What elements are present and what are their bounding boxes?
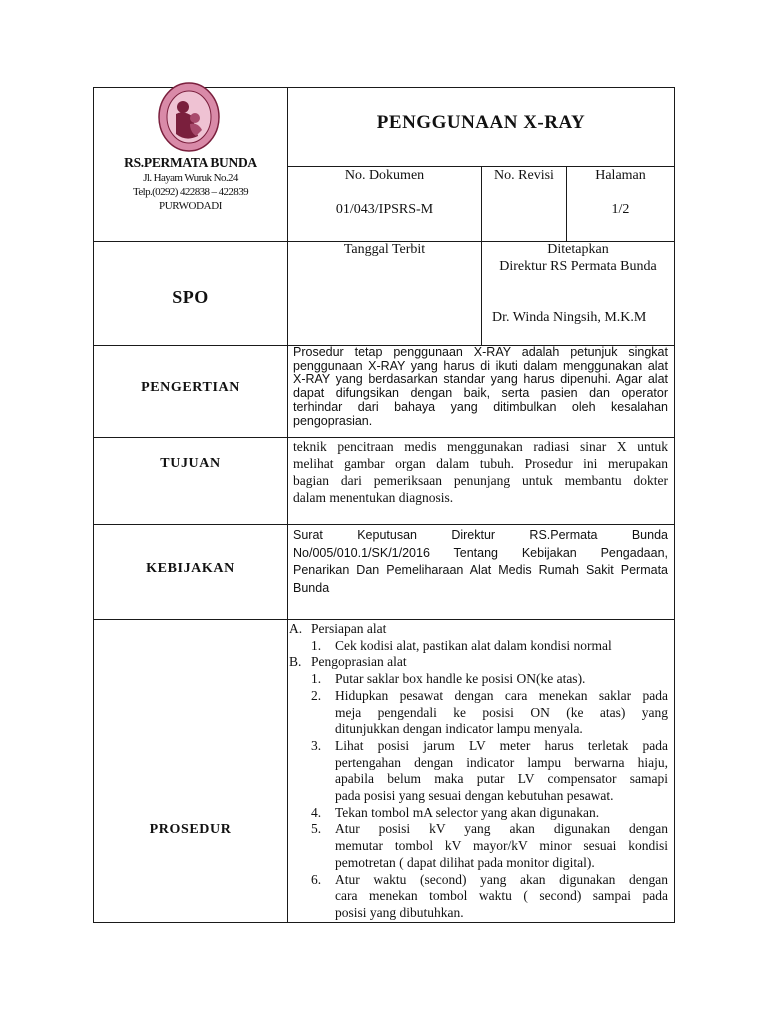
tujuan-line: teknik pencitraan medis menggunakan radiasi sinar X untuk <box>293 439 668 454</box>
doc-number-label: No. Dokumen <box>344 168 425 183</box>
kebijakan-line: No/005/010.1/SK/1/2016 Tentang Kebijakan Pengadaan, <box>293 545 668 560</box>
prosedur-step <box>288 872 674 922</box>
step-line: pada posisi yang sesuai dengan kebutuhan pesawat. <box>335 788 614 804</box>
tujuan-line: dalam menentukan diagnosis. <box>293 490 454 505</box>
step-line: Putar saklar box handle ke posisi ON(ke atas). <box>335 671 586 687</box>
prosedur-label: PROSEDUR <box>149 822 232 837</box>
step-line: apabila belum maka putar LV compensator samapi <box>335 771 668 787</box>
tujuan-line: melihat gambar organ dalam tubuh. Prosedur ini merupakan <box>293 456 668 471</box>
list-marker: 4. <box>311 804 322 820</box>
step-line: cara menekan tombol waktu ( second) sampai pada <box>335 888 668 904</box>
prosedur-section-b <box>288 654 674 671</box>
kebijakan-line: Surat Keputusan Direktur RS.Permata Bunda <box>293 528 668 542</box>
hospital-phone: Telp.(0292) 422838 – 422839 <box>132 186 249 198</box>
doc-number-value: 01/043/IPSRS-M <box>335 202 434 217</box>
prosedur-step <box>288 821 674 871</box>
list-marker: 3. <box>311 737 322 753</box>
hospital-name: RS.PERMATA BUNDA <box>124 155 257 170</box>
prosedur-section-a <box>288 621 674 638</box>
list-marker: 2. <box>311 687 322 703</box>
pengertian-line: Prosedur tetap penggunaan X-RAY adalah petunjuk singkat <box>293 345 668 359</box>
tujuan-text <box>293 438 668 506</box>
step-line: Hidupkan pesawat dengan cara menekan saklar pada <box>335 687 668 703</box>
page-value: 1/2 <box>611 202 630 217</box>
list-marker: A. <box>289 621 303 636</box>
list-item-title: Persiapan alat <box>311 621 387 636</box>
kebijakan-line: Bunda <box>293 580 330 595</box>
list-item-title: Pengoprasian alat <box>311 654 407 670</box>
prosedur-step <box>288 688 674 738</box>
page-label: Halaman <box>595 168 646 183</box>
pengertian-label: PENGERTIAN <box>141 380 240 395</box>
pengertian-text <box>293 346 668 428</box>
list-marker: B. <box>289 654 302 670</box>
set-by-role: Direktur RS Permata Bunda <box>499 259 657 274</box>
hospital-city: PURWODADI <box>158 200 222 212</box>
list-marker: 5. <box>311 821 322 837</box>
step-line: Atur waktu (second) yang akan digunakan dengan <box>335 871 668 887</box>
tujuan-line: bagian dari pemeriksaan penunjang untuk membantu dokter <box>293 473 668 488</box>
prosedur-a1 <box>288 638 674 655</box>
hospital-address: Jl. Hayam Wuruk No.24 <box>143 172 238 184</box>
step-line: Lihat posisi jarum LV meter harus terletak pada <box>335 737 668 753</box>
list-marker: 1. <box>311 637 322 653</box>
kebijakan-line: Penarikan Dan Pemeliharaan Alat Medis Rumah Sakit Permata <box>293 563 668 577</box>
document-title: PENGGUNAAN X-RAY <box>376 112 586 133</box>
step-line: ditunjukkan dengan indicator lampu menyala. <box>335 721 583 737</box>
pengertian-line: dapat difungsikan dengan baik, serta pasien dan operator <box>293 386 668 401</box>
step-line: Atur posisi kV yang akan digunakan dengan <box>335 821 668 837</box>
tujuan-label: TUJUAN <box>160 456 221 471</box>
revision-label: No. Revisi <box>494 168 554 183</box>
list-marker: 1. <box>311 671 322 687</box>
spo-label: SPO <box>172 287 209 307</box>
issue-date-label: Tanggal Terbit <box>343 242 426 257</box>
prosedur-step <box>288 671 674 688</box>
step-line: Tekan tombol mA selector yang akan digunakan. <box>335 804 600 820</box>
step-line: pertengahan dengan indicator lampu berwarna hiaju, <box>335 754 668 770</box>
list-item-text: Cek kodisi alat, pastikan alat dalam kondisi normal <box>335 637 612 653</box>
hospital-logo <box>156 80 222 155</box>
list-marker: 6. <box>311 871 322 887</box>
step-line: posisi yang dibutuhkan. <box>335 904 464 920</box>
prosedur-step <box>288 805 674 822</box>
prosedur-list <box>288 621 674 922</box>
set-by-label: Ditetapkan <box>547 242 609 257</box>
signatory-name: Dr. Winda Ningsih, M.K.M <box>492 310 647 325</box>
step-line: meja pengendali ke posisi ON (ke atas) yang <box>335 704 668 720</box>
kebijakan-text <box>293 527 668 597</box>
kebijakan-label: KEBIJAKAN <box>146 561 235 576</box>
step-line: memutar tombol kV mayor/kV minor sesuai kondisi <box>335 838 668 854</box>
prosedur-step <box>288 738 674 805</box>
pengertian-line: X-RAY yang berdasarkan standar yang harus dipenuhi. Agar alat <box>293 372 668 387</box>
pengertian-line: penggunaan X-RAY yang harus di ikuti dalam menggunakan alat <box>293 358 668 373</box>
step-line: pemotretan ( dapat dilihat pada monitor digital). <box>335 854 595 870</box>
pengertian-line: terhindar dari bahaya yang ditimbulkan oleh kesalahan <box>293 399 668 414</box>
pengertian-line: pengoprasian. <box>293 413 373 428</box>
